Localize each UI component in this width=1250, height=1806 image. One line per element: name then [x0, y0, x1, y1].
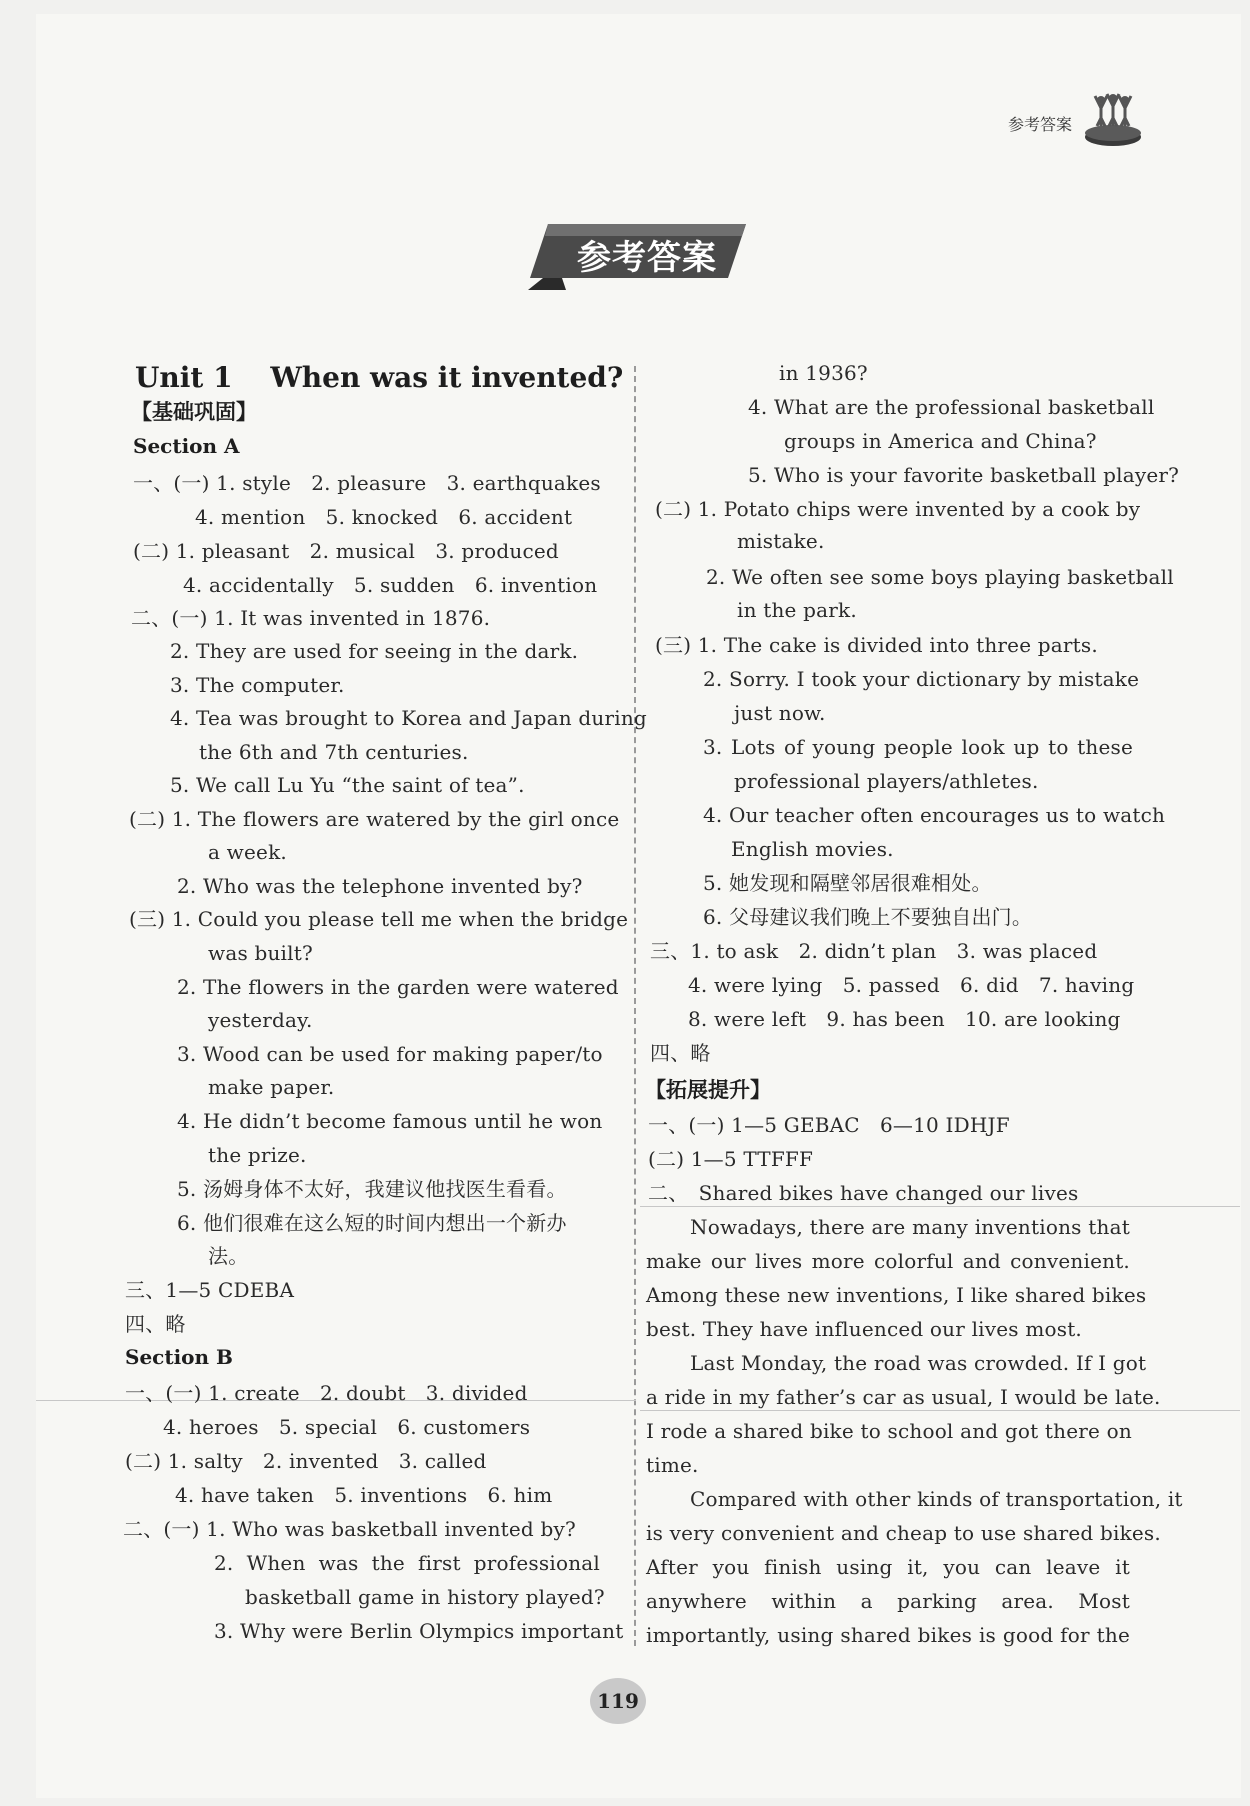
answer-line: 一、(一) 1. create 2. doubt 3. divided	[125, 1381, 528, 1405]
answer-line: 5. 汤姆身体不太好，我建议他找医生看看。	[177, 1177, 567, 1201]
answer-line: professional players/athletes.	[734, 769, 1039, 793]
scan-line	[640, 1206, 1240, 1207]
answer-line: 6. 他们很难在这么短的时间内想出一个新办	[177, 1211, 567, 1235]
heading-basic: 【基础巩固】	[131, 400, 257, 424]
answer-line: 2. The flowers in the garden were watered	[177, 975, 619, 999]
answer-line: a week.	[208, 840, 287, 864]
answer-line: 3. The computer.	[170, 673, 345, 697]
essay-line: time.	[646, 1453, 699, 1477]
essay-line: importantly, using shared bikes is good for the	[646, 1623, 1130, 1647]
essay-line: make our lives more colorful and convenient.	[646, 1249, 1130, 1273]
answer-line: (三) 1. The cake is divided into three parts.	[655, 633, 1098, 657]
column-divider	[634, 366, 636, 1646]
answer-line: 二、(一) 1. It was invented in 1876.	[131, 606, 491, 630]
heading-extend: 【拓展提升】	[645, 1078, 771, 1102]
essay-line: Compared with other kinds of transportation, it	[690, 1487, 1183, 1511]
answer-line: 2. Who was the telephone invented by?	[177, 874, 583, 898]
answer-line: 4. Our teacher often encourages us to watch	[703, 803, 1166, 827]
answer-line: make paper.	[208, 1075, 335, 1099]
header-label: 参考答案	[1008, 115, 1073, 134]
answer-line: 2. When was the first professional	[214, 1551, 600, 1575]
answer-line: 一、(一) 1. style 2. pleasure 3. earthquakes	[133, 471, 601, 495]
answer-line: 4. have taken 5. inventions 6. him	[175, 1483, 553, 1507]
answer-line: (二) 1. pleasant 2. musical 3. produced	[133, 539, 559, 563]
answer-line: just now.	[734, 701, 826, 725]
scan-line	[640, 1410, 1240, 1411]
essay-line: best. They have influenced our lives most.	[646, 1317, 1082, 1341]
answer-line: basketball game in history played?	[245, 1585, 605, 1609]
answer-line: 2. Sorry. I took your dictionary by mistake	[703, 667, 1140, 691]
essay-line: After you finish using it, you can leave it	[646, 1555, 1130, 1579]
banner-title: 参考答案	[577, 238, 717, 278]
answer-line: 5. We call Lu Yu “the saint of tea”.	[170, 773, 525, 797]
answer-line: 3. Lots of young people look up to these	[703, 735, 1133, 759]
essay-line: a ride in my father’s car as usual, I would be late.	[646, 1385, 1161, 1409]
answer-line: 四、略	[650, 1041, 711, 1065]
answer-line: in 1936?	[779, 361, 868, 385]
answer-line: (三) 1. Could you please tell me when the bridge	[129, 907, 629, 931]
essay-line: anywhere within a parking area. Most	[646, 1589, 1130, 1613]
answer-line: 2. We often see some boys playing basketball	[706, 565, 1174, 589]
answer-line: 四、略	[125, 1312, 186, 1336]
answer-line: 4. were lying 5. passed 6. did 7. having	[688, 973, 1135, 997]
answer-line: in the park.	[737, 598, 857, 622]
answer-line: 8. were left 9. has been 10. are looking	[688, 1007, 1121, 1031]
unit-title: Unit 1 When was it invented?	[135, 361, 624, 394]
essay-line: I rode a shared bike to school and got there on	[646, 1419, 1132, 1443]
answer-line: the 6th and 7th centuries.	[199, 740, 469, 764]
answer-line: 4. He didn’t become famous until he won	[177, 1109, 603, 1133]
answer-line: 4. Tea was brought to Korea and Japan during	[170, 706, 647, 730]
answer-line: 5. Who is your favorite basketball player?	[748, 463, 1180, 487]
answer-line: the prize.	[208, 1143, 307, 1167]
answer-line: 4. mention 5. knocked 6. accident	[195, 505, 573, 529]
answer-line: groups in America and China?	[784, 429, 1097, 453]
answer-line: 法。	[208, 1244, 249, 1268]
answer-line: (二) 1. salty 2. invented 3. called	[125, 1449, 487, 1473]
answer-line: English movies.	[731, 837, 894, 861]
answer-line: (二) 1. Potato chips were invented by a cook by	[655, 497, 1141, 521]
answer-line: yesterday.	[208, 1008, 313, 1032]
answer-line: 4. What are the professional basketball	[748, 395, 1155, 419]
answer-line: mistake.	[737, 529, 825, 553]
answer-line: 6. 父母建议我们晚上不要独自出门。	[703, 905, 1033, 929]
answer-line: 4. accidentally 5. sudden 6. invention	[183, 573, 598, 597]
page-number: 119	[590, 1678, 646, 1724]
people-cheering-icon	[1083, 92, 1143, 150]
answer-line: 3. Wood can be used for making paper/to	[177, 1042, 603, 1066]
essay-line: Nowadays, there are many inventions that	[690, 1215, 1130, 1239]
answer-line: (二) 1. The flowers are watered by the girl once	[129, 807, 620, 831]
answer-line: 三、1. to ask 2. didn’t plan 3. was placed	[650, 939, 1098, 963]
answer-line: 二、(一) 1. Who was basketball invented by?	[123, 1517, 576, 1541]
answer-line: 2. They are used for seeing in the dark.	[170, 639, 579, 663]
essay-line: is very convenient and cheap to use shared bikes.	[646, 1521, 1161, 1545]
answer-line: 5. 她发现和隔壁邻居很难相处。	[703, 871, 992, 895]
essay-line: Last Monday, the road was crowded. If I got	[690, 1351, 1147, 1375]
answer-line: 3. Why were Berlin Olympics important	[214, 1619, 624, 1643]
section-a-heading: Section A	[133, 434, 240, 458]
essay-title: 二、 Shared bikes have changed our lives	[648, 1181, 1079, 1205]
section-b-heading: Section B	[125, 1345, 233, 1369]
essay-line: Among these new inventions, I like shared bikes	[646, 1283, 1147, 1307]
answer-line: (二) 1—5 TTFFF	[648, 1147, 814, 1171]
answer-line: 三、1—5 CDEBA	[125, 1278, 295, 1302]
answer-line: was built?	[208, 941, 313, 965]
answer-line: 4. heroes 5. special 6. customers	[163, 1415, 531, 1439]
answer-line: 一、(一) 1—5 GEBAC 6—10 IDHJF	[648, 1113, 1010, 1137]
